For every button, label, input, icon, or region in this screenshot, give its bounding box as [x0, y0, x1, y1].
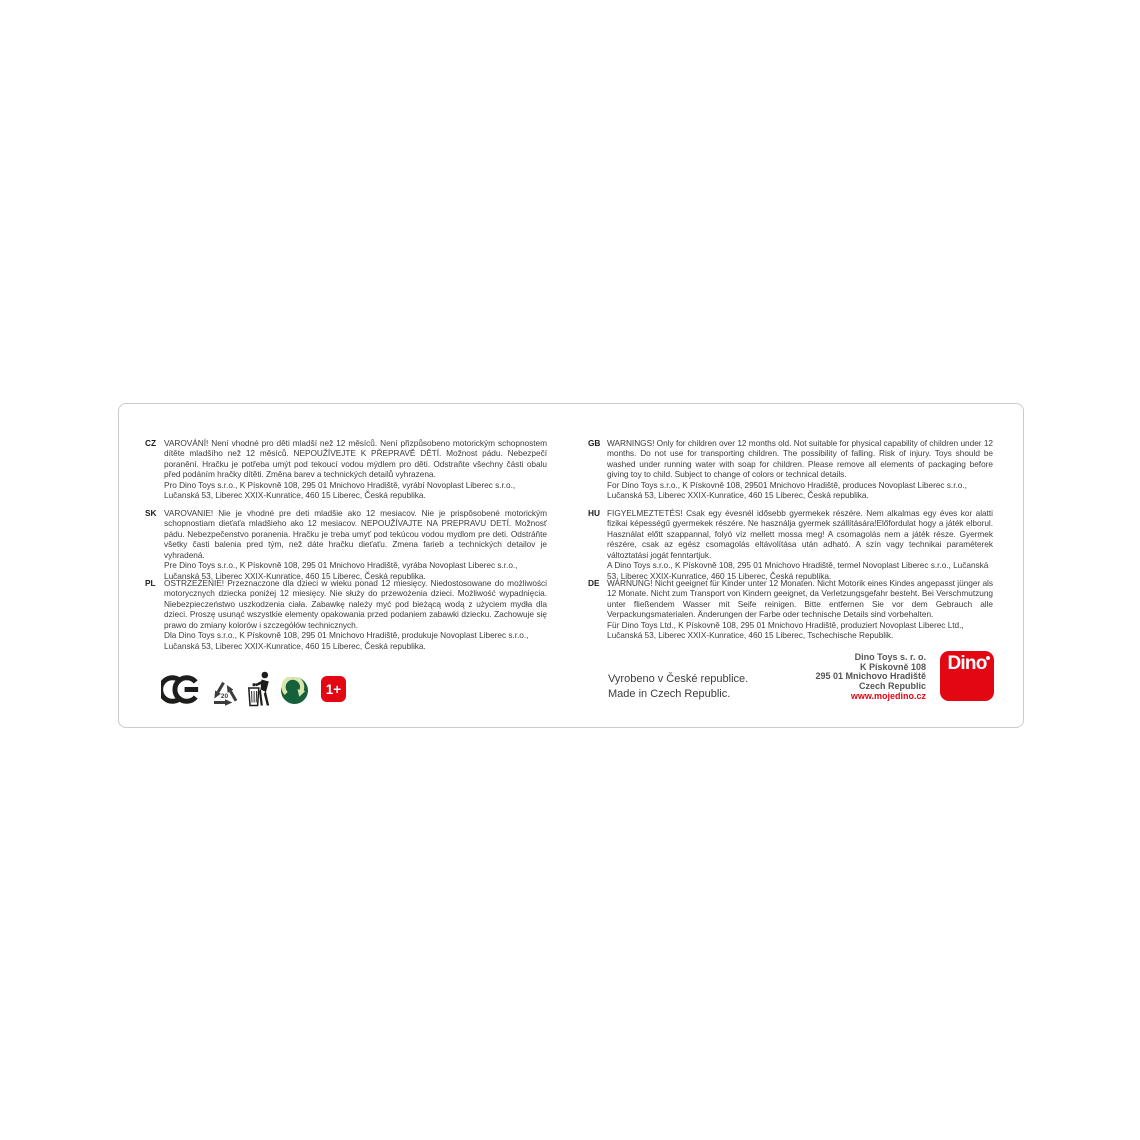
company-website: www.mojedino.cz [850, 690, 926, 701]
trademark-dot-icon [986, 656, 990, 660]
warning-block-de [588, 578, 993, 641]
lang-code-hu: HU [588, 508, 600, 518]
company-address-block [719, 653, 926, 702]
lang-code-pl: PL [145, 578, 156, 588]
age-1plus-label: 1+ [325, 681, 342, 697]
manufacturer-address-pl: Dla Dino Toys s.r.o., K Pískovně 108, 295 01 Mnichovo Hradiště, produkuje Novoplast Liberec s.r.o., Lučanská 53, Liberec XXIX-Kunratice, 460 15 Liberec, Česká republika. [164, 630, 529, 651]
warning-block-gb [588, 438, 993, 501]
warning-text-cz: VAROVÁNÍ! Není vhodné pro děti mladší než 12 měsíců. Není přizpůsobeno motorickým schopnostem dítěte mladšího než 12 měsíců. NEPOUŽÍVEJTE K PŘEPRAVĚ DĚTÍ. Možnost pádu. Nebezpečí poranění. Hračku je potřeba umýt pod tekoucí vodou mýdlem pro děti. Odstraňte všechny části obalu před podáním hračky dítěti. Změna barev a technických detailů vyhrazena. [164, 438, 547, 480]
ce-mark-icon [161, 675, 201, 704]
company-city: 295 01 Mnichovo Hradiště [815, 671, 926, 682]
manufacturer-address-sk: Pre Dino Toys s.r.o., K Pískovně 108, 295 01 Mnichovo Hradiště, vyrába Novoplast Liberec s.r.o., Lučanská 53, Liberec XXIX-Kunratice, 460 15 Liberec, Česká republika. [164, 560, 518, 581]
warning-block-cz [145, 438, 547, 501]
tidy-man-icon [247, 671, 273, 707]
green-dot-icon [281, 677, 308, 704]
warning-text-sk: VAROVANIE! Nie je vhodné pre deti mladšie ako 12 mesiacov. Nie je prispôsobené motorickým schopnostiam dieťaťa mladšieho ako 12 mesiacov. NEPOUŽÍVAJTE NA PREPRAVU DETÍ. Možnosť pádu. Nebezpečenstvo poranenia. Hračku je treba umyť pod tekúcou vodou mydlom pre deti. Odstráňte všetky časti balenia pred tým, než dáte hračku dieťaťu. Zmena farieb a technických detailov je vyhradená. [164, 508, 547, 560]
recycle-code-label: 20 [220, 692, 229, 700]
warning-label-panel [118, 403, 1024, 728]
lang-code-sk: SK [145, 508, 157, 518]
warning-text-de: WARNUNG! Nicht geeignet für Kinder unter 12 Monaten. Nicht Motorik eines Kindes angepasst jünger als 12 Monate. Nicht zum Transport von Kindern geeignet, da Verletzungsgefahr besteht. Bei Verschmutzung unter fließendem Wasser mit Seife reinigen. Bitte entfernen Sie vor dem Gebrauch alle Verpackungsmaterialen. Änderungen der Farbe oder technische Details sind vorbehalten. [607, 578, 993, 620]
company-country: Czech Republic [858, 681, 926, 692]
age-1plus-badge [321, 676, 346, 702]
warning-block-sk [145, 508, 547, 581]
warning-block-pl [145, 578, 547, 651]
warning-text-gb: WARNINGS! Only for children over 12 months old. Not suitable for physical capability of children under 12 months. Do not use for transporting children. The possibility of falling. Risk of injury. Toys should be washed under running water with soap for children. Please remove all elements of packaging before giving toy to child. Subject to change of colors or technical details. [607, 438, 993, 480]
company-street: K Pískovně 108 [859, 661, 926, 672]
lang-code-cz: CZ [145, 438, 156, 448]
manufacturer-address-de: Für Dino Toys Ltd., K Pískovně 108, 295 01 Mnichovo Hradiště, produziert Novoplast Liberec Ltd., Lučanská 53, Liberec XXIX-Kunratice, 460 15 Liberec, Tschechische Republik. [607, 619, 964, 641]
recycle-triangle-icon [206, 673, 243, 708]
dino-logo [940, 651, 994, 701]
lang-code-gb: GB [588, 438, 601, 448]
company-name: Dino Toys s. r. o. [854, 652, 926, 662]
made-in-line-en: Made in Czech Republic. [608, 687, 731, 700]
manufacturer-address-gb: For Dino Toys s.r.o., K Pískovně 108, 29501 Mnichovo Hradiště, produces Novoplast Liberec s.r.o., Lučanská 53, Liberec XXIX-Kunratice, 460 15 Liberec, Česká republika. [607, 479, 967, 501]
warning-block-hu [588, 508, 993, 581]
lang-code-de: DE [588, 578, 600, 588]
manufacturer-address-cz: Pro Dino Toys s.r.o., K Pískovně 108, 295 01 Mnichovo Hradiště, vyrábí Novoplast Liberec s.r.o., Lučanská 53, Liberec XXIX-Kunratice, 460 15 Liberec, Česká republika. [164, 479, 516, 501]
warning-text-hu: FIGYELMEZTETÉS! Csak egy évesnél idősebb gyermekek részére. Nem alkalmas egy éves kor alatti fizikai képességű gyermekek részére. Ne használja gyermek szállítására!Előfordulat hogy a játék elborul. Használat előtt szappannal, folyó víz mellett mossa meg! A csomagolás nem a játék része. Gyermek részére, csak az egész csomagolás eltávolítása után adható. A szín vagy technikai paraméterek változtatási jogát fenntartjuk. [607, 508, 993, 560]
manufacturer-address-hu: A Dino Toys s.r.o., K Pískovně 108, 295 01 Mnichovo Hradiště, termel Novoplast Liberec s.r.o., Lučanská 53, Liberec XXIX-Kunratice, 460 15 Liberec, Česká republika. [607, 560, 989, 581]
warning-text-pl: OSTRZEŻENIE! Przeznaczone dla dzieci w wieku ponad 12 miesięcy. Niedostosowane do możliwości motorycznych dziecka poniżej 12 miesięcy. Nie służy do przewożenia dzieci. Możliwość wypadnięcia. Niebezpieczeństwo uszkodzenia ciała. Zabawkę należy myć pod bieżącą wodą z użyciem mydła dla dzieci. Proszę usunąć wszystkie elementy opakowania przed podaniem zabawki dziecku. Zachowuje się prawo do zmiany kolorów i szczegółów technicznych. [164, 578, 547, 630]
dino-logo-wordmark: Dino [947, 653, 987, 674]
made-in-line-cz: Vyrobeno v České republice. [608, 673, 749, 685]
